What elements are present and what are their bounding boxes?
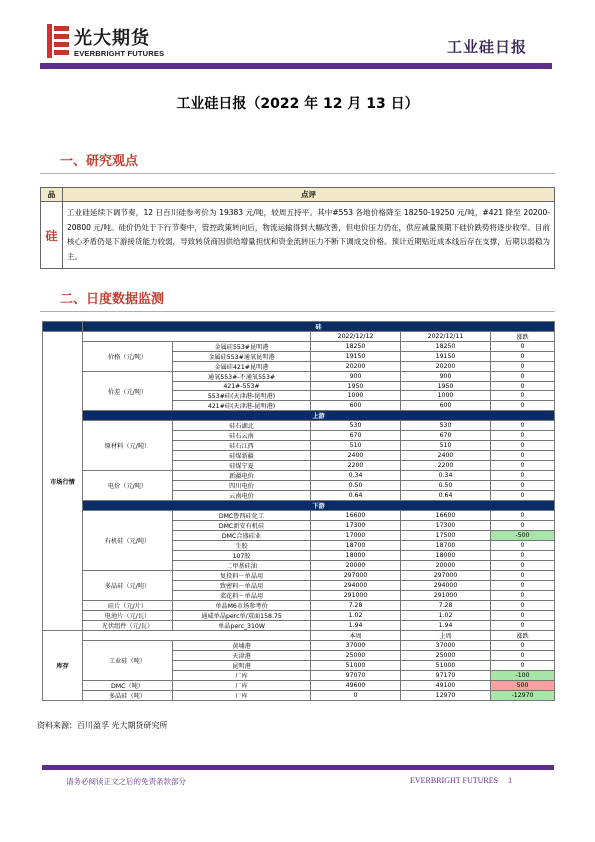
value-current: 0.34 bbox=[311, 471, 401, 481]
section-heading-data: 二、日度数据监测 bbox=[60, 292, 165, 307]
page-number: 1 bbox=[508, 776, 513, 785]
value-current: 19150 bbox=[311, 352, 401, 362]
value-previous: 20000 bbox=[401, 561, 491, 571]
value-change: 0 bbox=[491, 601, 555, 611]
value-change: 0 bbox=[491, 591, 555, 601]
table-row bbox=[43, 681, 555, 691]
value-change: 0 bbox=[491, 621, 555, 631]
logo-text-en: EVERBRIGHT FUTURES bbox=[74, 49, 165, 58]
value-change: 0 bbox=[491, 511, 555, 521]
value-change: 0 bbox=[491, 481, 555, 491]
band-spacer bbox=[43, 322, 83, 332]
value-change: -12970 bbox=[491, 691, 555, 701]
value-previous: 18700 bbox=[401, 541, 491, 551]
everbright-logo-icon bbox=[47, 24, 69, 58]
value-change: 0 bbox=[491, 611, 555, 621]
value-current: 49600 bbox=[311, 681, 401, 691]
row-group-label: 硅片（元/片） bbox=[83, 601, 173, 611]
col-comment-header: 点评 bbox=[63, 188, 555, 202]
opinion-comment: 工业硅延续下调节奏，12 日百川硅参考价为 19383 元/吨，较周五持平。其中#553 各地价格降至 18250-19250 元/吨，#421 降至 20200-20800 元/吨。硅价仍处于下行节奏中，管控政策转向后，物流运输得到大幅改善，但电价压力仍在，供应减量预期下硅价跌势将逐步收窄。目前核心矛盾仍是下游接货能力较弱，导致转货商因供给增量担忧和资金流转压力不断下调成交价格。预计近期贴近成本线后存在支撑，后期以弱稳为主。 bbox=[63, 202, 555, 269]
value-previous: 2400 bbox=[401, 451, 491, 461]
value-change: 0 bbox=[491, 362, 555, 372]
footer-rule bbox=[42, 765, 554, 770]
row-group-label: 原材料（元/吨） bbox=[83, 421, 173, 471]
item-name: 金属硅553#通氧昆明港 bbox=[173, 352, 311, 362]
band-upstream: 上游 bbox=[83, 411, 555, 421]
row-group-label: 多晶硅（元/吨） bbox=[83, 571, 173, 601]
value-previous: 37000 bbox=[401, 641, 491, 651]
col-product-header: 品 bbox=[41, 188, 63, 202]
row-group-label: 价差（元/吨） bbox=[83, 372, 173, 411]
value-previous: 670 bbox=[401, 431, 491, 441]
footer-brand-text: EVERBRIGHT FUTURES bbox=[410, 776, 499, 785]
value-change: 0 bbox=[491, 491, 555, 501]
item-name: 硅煤新疆 bbox=[173, 451, 311, 461]
item-name: 黄埔港 bbox=[173, 641, 311, 651]
row-group-label: 有机硅（元/吨） bbox=[83, 511, 173, 571]
item-name: 厂库 bbox=[173, 681, 311, 691]
item-name: 107胶 bbox=[173, 551, 311, 561]
value-previous: 900 bbox=[401, 372, 491, 382]
row-group-label: 价格（元/吨） bbox=[83, 342, 173, 372]
value-change: 0 bbox=[491, 451, 555, 461]
item-name: 昆明港 bbox=[173, 661, 311, 671]
value-previous: 0.34 bbox=[401, 471, 491, 481]
table-row bbox=[43, 641, 555, 651]
item-name: 四川电价 bbox=[173, 481, 311, 491]
value-previous: 18250 bbox=[401, 342, 491, 352]
value-current: 1950 bbox=[311, 382, 401, 391]
value-current: 297000 bbox=[311, 571, 401, 581]
value-change: 0 bbox=[491, 352, 555, 362]
table-band-row bbox=[43, 322, 555, 332]
opinion-row bbox=[41, 202, 555, 269]
value-current: 17000 bbox=[311, 531, 401, 541]
value-current: 510 bbox=[311, 441, 401, 451]
value-current: 25000 bbox=[311, 651, 401, 661]
value-change: 0 bbox=[491, 441, 555, 451]
value-current: 18700 bbox=[311, 541, 401, 551]
value-change: 0 bbox=[491, 571, 555, 581]
row-group-label: 电价（元/吨） bbox=[83, 471, 173, 501]
value-current: 0 bbox=[311, 691, 401, 701]
value-previous: 20200 bbox=[401, 362, 491, 372]
section-heading-opinion: 一、研究观点 bbox=[60, 154, 139, 169]
page-header bbox=[0, 0, 595, 80]
value-change: 0 bbox=[491, 431, 555, 441]
product-label: 硅 bbox=[41, 202, 63, 269]
value-current: 16600 bbox=[311, 511, 401, 521]
value-previous: 1950 bbox=[401, 382, 491, 391]
item-name: 菜花料－单晶用 bbox=[173, 591, 311, 601]
value-current: 1.94 bbox=[311, 621, 401, 631]
value-previous: 1.94 bbox=[401, 621, 491, 631]
table-row bbox=[43, 372, 555, 382]
footer-brand bbox=[410, 776, 512, 785]
value-previous: 510 bbox=[401, 441, 491, 451]
value-current: 900 bbox=[311, 372, 401, 382]
value-current: 291000 bbox=[311, 591, 401, 601]
table-band-row bbox=[43, 501, 555, 511]
row-group-label: 电池片（元/瓦） bbox=[83, 611, 173, 621]
item-name: 生胶 bbox=[173, 541, 311, 551]
value-previous: 7.28 bbox=[401, 601, 491, 611]
value-current: 18250 bbox=[311, 342, 401, 352]
item-name: 单晶perc_310W bbox=[173, 621, 311, 631]
logo-text-cn: 光大期货 bbox=[74, 28, 150, 49]
value-current: 17300 bbox=[311, 521, 401, 531]
value-previous: 2200 bbox=[401, 461, 491, 471]
item-name: 421#-553# bbox=[173, 382, 311, 391]
row-group-label: 光伏组件（元/瓦） bbox=[83, 621, 173, 631]
value-current: 600 bbox=[311, 401, 401, 411]
value-current: 0.64 bbox=[311, 491, 401, 501]
data-source: 资料来源：百川盈孚 光大期货研究所 bbox=[37, 721, 168, 730]
table-row bbox=[43, 691, 555, 701]
value-current: 2400 bbox=[311, 451, 401, 461]
value-current: 51000 bbox=[311, 661, 401, 671]
row-group-label: 多晶硅（吨） bbox=[83, 691, 173, 701]
value-current: 2200 bbox=[311, 461, 401, 471]
value-current: 1000 bbox=[311, 391, 401, 401]
header-this-week: 本周 bbox=[311, 631, 401, 641]
value-current: 670 bbox=[311, 431, 401, 441]
value-change: -100 bbox=[491, 671, 555, 681]
value-previous: 291000 bbox=[401, 591, 491, 601]
value-change: 0 bbox=[491, 641, 555, 651]
item-name: 421#硅(天津港-昆明港) bbox=[173, 401, 311, 411]
value-change: 0 bbox=[491, 382, 555, 391]
value-current: 97070 bbox=[311, 671, 401, 681]
header-date-current: 2022/12/12 bbox=[311, 332, 401, 342]
table-row bbox=[43, 621, 555, 631]
side-label-market: 市场行情 bbox=[43, 332, 83, 631]
item-name: 金属硅553#昆明港 bbox=[173, 342, 311, 352]
table-row bbox=[43, 601, 555, 611]
header-spacer bbox=[83, 332, 311, 342]
item-name: 硅石江西 bbox=[173, 441, 311, 451]
item-name: 天津港 bbox=[173, 651, 311, 661]
header-change: 涨跌 bbox=[491, 631, 555, 641]
value-current: 0.50 bbox=[311, 481, 401, 491]
value-previous: 294000 bbox=[401, 581, 491, 591]
item-name: DMC新安有机硅 bbox=[173, 521, 311, 531]
header-spacer bbox=[83, 631, 311, 641]
item-name: 硅煤宁夏 bbox=[173, 461, 311, 471]
value-change: 0 bbox=[491, 401, 555, 411]
value-previous: 19150 bbox=[401, 352, 491, 362]
table-row bbox=[43, 571, 555, 581]
value-change: 0 bbox=[491, 521, 555, 531]
item-name: 553#硅(天津港-昆明港) bbox=[173, 391, 311, 401]
item-name: 通威单晶perc单/双面158.75 bbox=[173, 611, 311, 621]
band-title: 硅 bbox=[83, 322, 555, 332]
value-current: 1.02 bbox=[311, 611, 401, 621]
value-previous: 297000 bbox=[401, 571, 491, 581]
value-change: 0 bbox=[491, 651, 555, 661]
table-row bbox=[43, 342, 555, 352]
value-previous: 16600 bbox=[401, 511, 491, 521]
value-change: 0 bbox=[491, 541, 555, 551]
value-current: 37000 bbox=[311, 641, 401, 651]
item-name: DMC合盛硅业 bbox=[173, 531, 311, 541]
value-change: 0 bbox=[491, 551, 555, 561]
row-group-label: DMC（吨） bbox=[83, 681, 173, 691]
value-previous: 51000 bbox=[401, 661, 491, 671]
value-previous: 530 bbox=[401, 421, 491, 431]
value-previous: 25000 bbox=[401, 651, 491, 661]
value-change: 0 bbox=[491, 561, 555, 571]
value-change: 0 bbox=[491, 581, 555, 591]
value-current: 7.28 bbox=[311, 601, 401, 611]
value-change: 0 bbox=[491, 461, 555, 471]
table-band-row bbox=[43, 411, 555, 421]
item-name: 硅石湖北 bbox=[173, 421, 311, 431]
value-change: 0 bbox=[491, 421, 555, 431]
item-name: 厂库 bbox=[173, 691, 311, 701]
side-label-stock: 库存 bbox=[43, 631, 83, 701]
header-date-previous: 2022/12/11 bbox=[401, 332, 491, 342]
value-current: 530 bbox=[311, 421, 401, 431]
value-previous: 1.02 bbox=[401, 611, 491, 621]
value-current: 294000 bbox=[311, 581, 401, 591]
row-group-label: 工业硅（吨） bbox=[83, 641, 173, 681]
value-previous: 0.50 bbox=[401, 481, 491, 491]
section-divider bbox=[40, 173, 555, 174]
daily-data-table bbox=[42, 321, 555, 701]
item-name: DMC鲁西硅化工 bbox=[173, 511, 311, 521]
value-previous: 97170 bbox=[401, 671, 491, 681]
value-previous: 17300 bbox=[401, 521, 491, 531]
item-name: 复投料－单晶用 bbox=[173, 571, 311, 581]
value-previous: 0.64 bbox=[401, 491, 491, 501]
value-change: -500 bbox=[491, 531, 555, 541]
table-header-row bbox=[43, 332, 555, 342]
item-name: 通氧553#-不通氧553# bbox=[173, 372, 311, 382]
item-name: 金属硅421#昆明港 bbox=[173, 362, 311, 372]
table-row bbox=[43, 511, 555, 521]
value-previous: 1000 bbox=[401, 391, 491, 401]
band-downstream: 下游 bbox=[83, 501, 555, 511]
value-change: 0 bbox=[491, 471, 555, 481]
item-name: 云南电价 bbox=[173, 491, 311, 501]
value-previous: 49100 bbox=[401, 681, 491, 691]
value-change: 0 bbox=[491, 342, 555, 352]
header-last-week: 上周 bbox=[401, 631, 491, 641]
item-name: 单晶M6市场参考价 bbox=[173, 601, 311, 611]
opinion-table-header bbox=[41, 188, 555, 202]
item-name: 二甲基硅油 bbox=[173, 561, 311, 571]
header-title: 工业硅日报 bbox=[446, 38, 527, 56]
table-row bbox=[43, 421, 555, 431]
item-name: 致密料－单晶用 bbox=[173, 581, 311, 591]
value-previous: 600 bbox=[401, 401, 491, 411]
table-header-row bbox=[43, 631, 555, 641]
value-previous: 12970 bbox=[401, 691, 491, 701]
opinion-table bbox=[40, 187, 555, 269]
value-change: 0 bbox=[491, 391, 555, 401]
item-name: 新疆电价 bbox=[173, 471, 311, 481]
table-row bbox=[43, 471, 555, 481]
value-current: 18000 bbox=[311, 551, 401, 561]
section-divider bbox=[40, 311, 555, 312]
item-name: 硅石云南 bbox=[173, 431, 311, 441]
value-change: 0 bbox=[491, 372, 555, 382]
table-row bbox=[43, 611, 555, 621]
header-change: 涨跌 bbox=[491, 332, 555, 342]
item-name: 厂库 bbox=[173, 671, 311, 681]
value-current: 20000 bbox=[311, 561, 401, 571]
footer-disclaimer: 请务必阅读正文之后的免责条款部分 bbox=[66, 777, 186, 786]
value-previous: 17500 bbox=[401, 531, 491, 541]
value-current: 20200 bbox=[311, 362, 401, 372]
value-change: 500 bbox=[491, 681, 555, 691]
value-change: 0 bbox=[491, 661, 555, 671]
value-previous: 18000 bbox=[401, 551, 491, 561]
document-title: 工业硅日报（2022 年 12 月 13 日） bbox=[176, 96, 419, 112]
header-rule bbox=[40, 63, 552, 69]
